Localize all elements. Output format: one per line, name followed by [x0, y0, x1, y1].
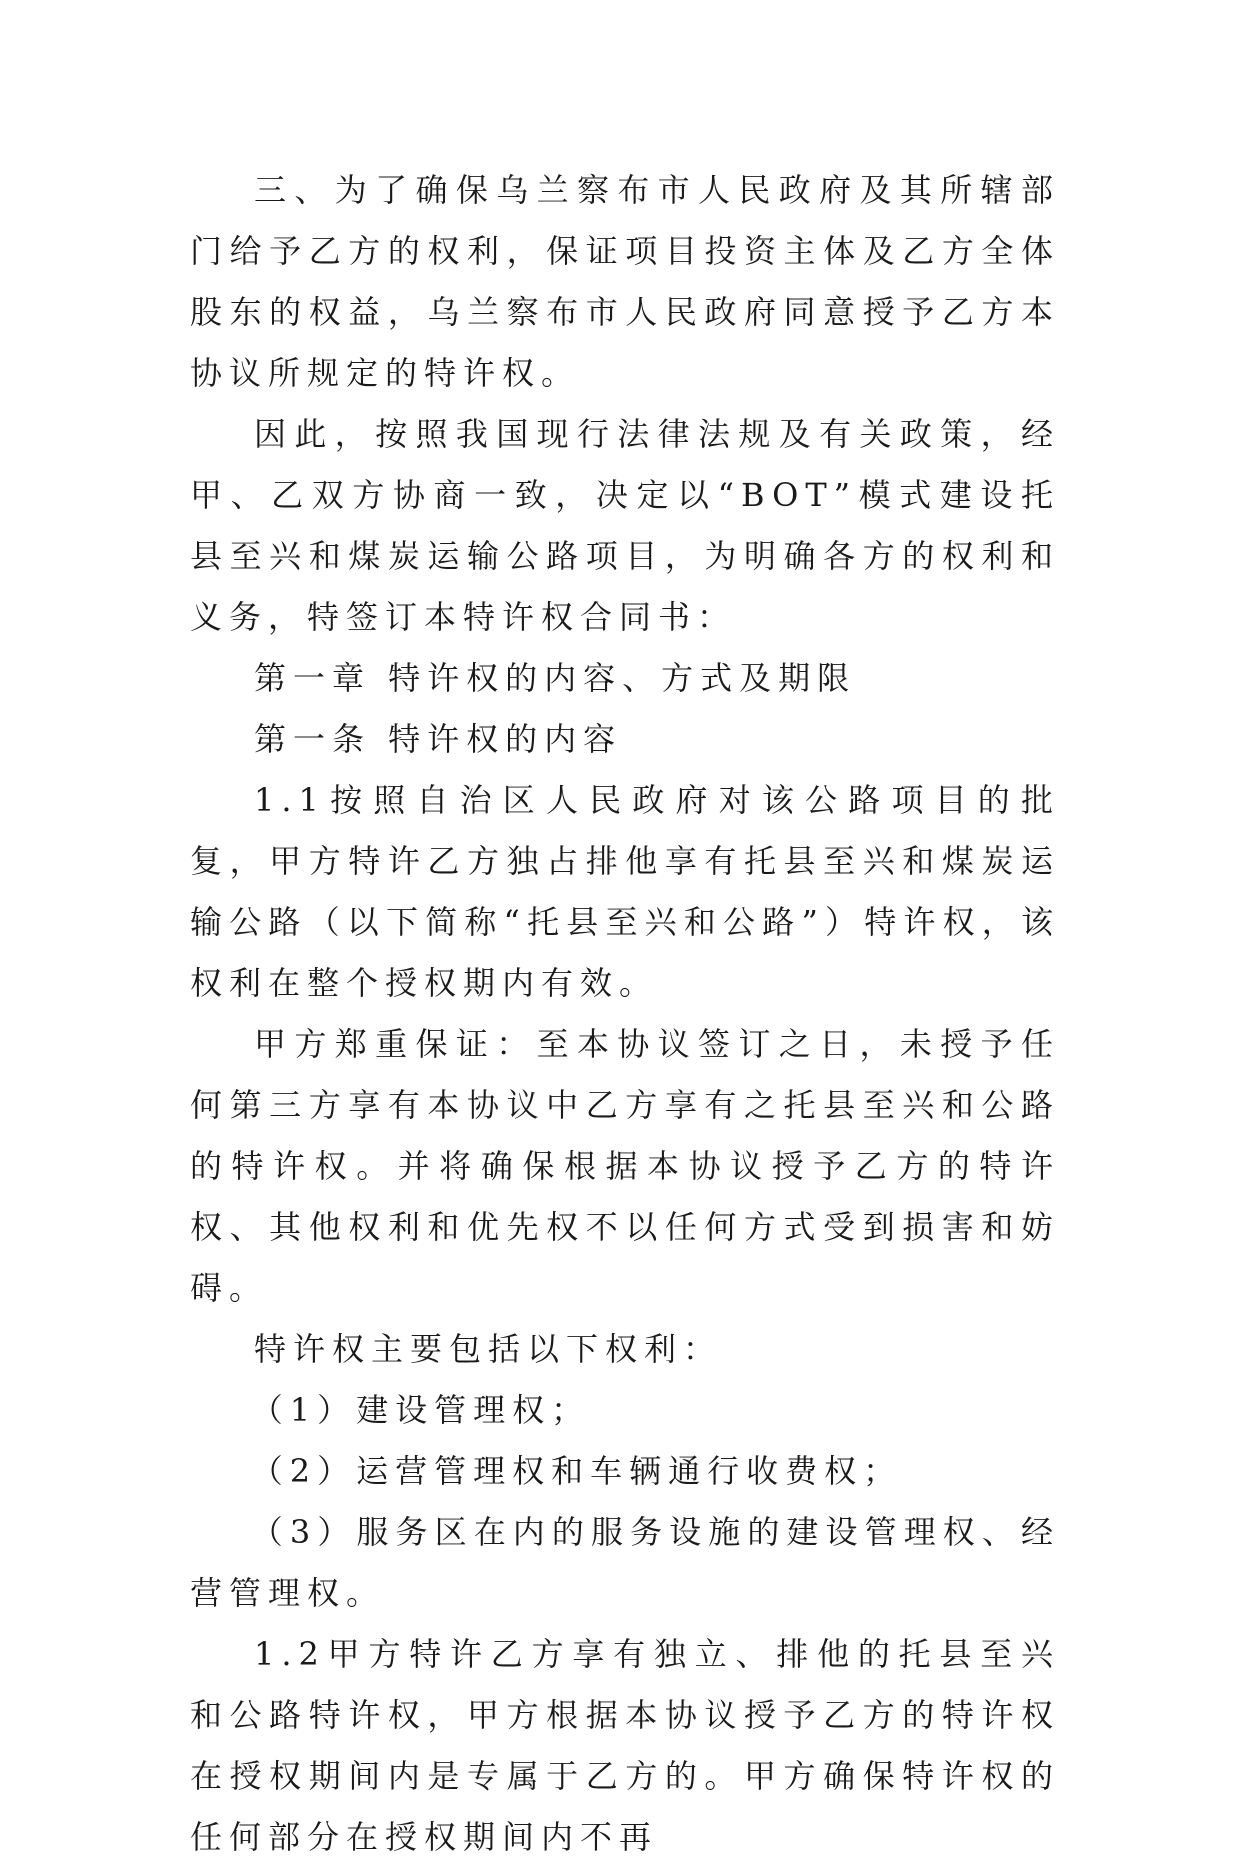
- paragraph-clause-three: 三、为了确保乌兰察布市人民政府及其所辖部门给予乙方的权利，保证项目投资主体及乙方全体股东的权益，乌兰察布市人民政府同意授予乙方本协议所规定的特许权。: [190, 171, 1060, 392]
- paragraph-1-2: 1.2甲方特许乙方享有独立、排他的托县至兴和公路特许权，甲方根据本协议授予乙方的特许权在授权期间内是专属于乙方的。甲方确保特许权的任何部分在授权期间内不再: [190, 1635, 1060, 1856]
- paragraph-1-1: 1.1按照自治区人民政府对该公路项目的批复，甲方特许乙方独占排他享有托县至兴和煤炭运输公路（以下简称“托县至兴和公路”）特许权，该权利在整个授权期内有效。: [190, 781, 1060, 1002]
- list-item-1: （1）建设管理权；: [250, 1391, 591, 1429]
- article-heading: 第一条 特许权的内容: [254, 720, 623, 758]
- chapter-heading: 第一章 特许权的内容、方式及期限: [254, 659, 857, 697]
- paragraph-guarantee: 甲方郑重保证：至本协议签订之日，未授予任何第三方享有本协议中乙方享有之托县至兴和公路的特许权。并将确保根据本协议授予乙方的特许权、其他权利和优先权不以任何方式受到损害和妨碍。: [190, 1025, 1060, 1307]
- list-item-3: （3）服务区在内的服务设施的建设管理权、经营管理权。: [190, 1513, 1060, 1612]
- paragraph-rights-intro: 特许权主要包括以下权利：: [254, 1330, 723, 1368]
- document-body: [190, 160, 1060, 1868]
- paragraph-bot-agreement: 因此，按照我国现行法律法规及有关政策，经甲、乙双方协商一致，决定以“BOT”模式建设托县至兴和煤炭运输公路项目，为明确各方的权利和义务，特签订本特许权合同书：: [190, 415, 1060, 636]
- list-item-2: （2）运营管理权和车辆通行收费权；: [250, 1452, 903, 1490]
